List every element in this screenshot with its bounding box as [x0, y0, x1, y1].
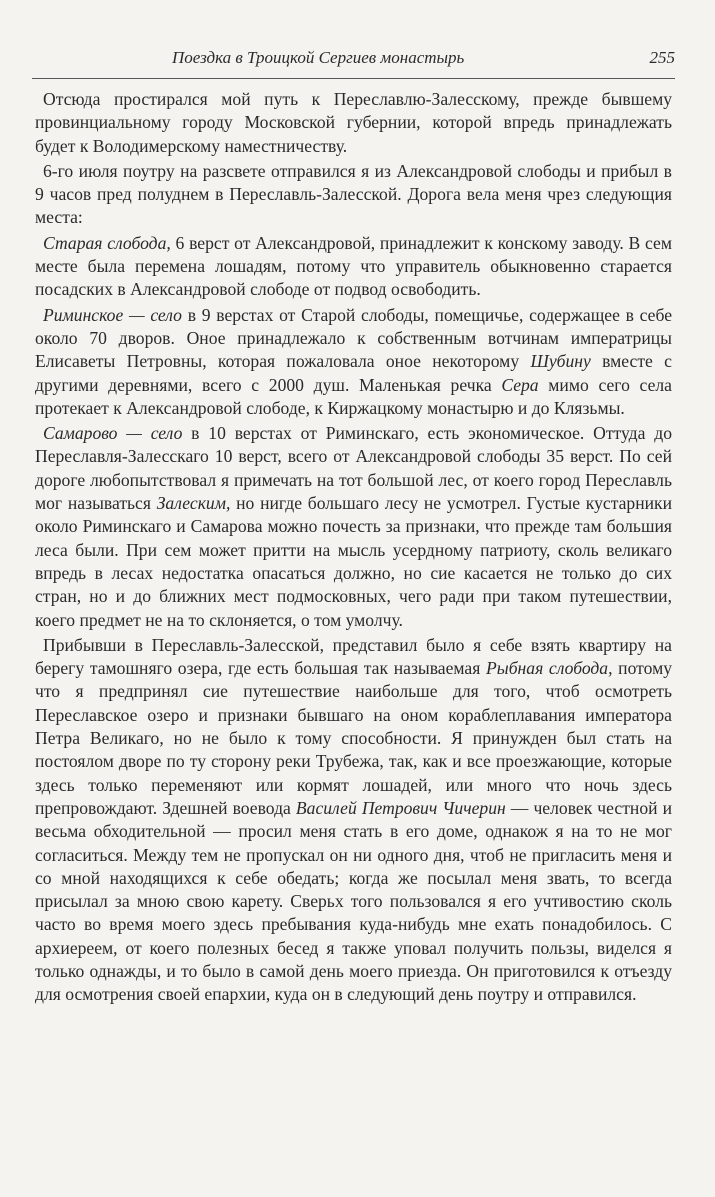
person-name: Шубину: [530, 351, 591, 372]
text-run: но нигде большаго лесу не усмотрел. Густые кустарники около Риминскаго и Самарова можно почесть за признаки, что прежде там большия леса были. При сем может притти на мысль усердному патриоту, сколь великаго впредь в лесах недостатка опасаться должно, но сие касается не только до сих стран, но и до ближних мест подмосковных, чего ради при таком путешествии, коего предмет не на то склоняется, о том умолчу.: [35, 493, 672, 630]
text-run: в 10 верстах от Риминскаго, есть экономическое. Оттуда до Переславля-Залесскаго 10 верст, всего от Александровой слободы 35 верст. По сей дороге любопытствовал я примечать на тот большой лес, от коего город Переславль мог называться: [35, 423, 672, 514]
place-name: Риминское — село: [43, 304, 182, 325]
place-name: Рыбная слобода,: [486, 658, 613, 679]
text-run: Отсюда простирался мой путь к Переславлю-Залесскому, прежде бывшему провинциальному городу Московской губернии, которой впредь принадлежать будет к Володимерскому наместничеству.: [35, 89, 672, 156]
emphasis: Залеским,: [156, 493, 231, 514]
text-run: вместе с другими деревнями, всего с 2000 душ. Маленькая речка: [35, 351, 672, 395]
text-run: 6 верст от Александровой, принадлежит к конскому заводу. В сем месте была перемена лошадям, потому что управитель обыкновенно старается посадских в Александровой слободе от подвод освободить.: [35, 232, 672, 300]
body-text: [35, 88, 672, 1007]
text-run: мимо сего села протекает к Александровой слободе, к Киржацкому монастырю и до Клязьмы.: [35, 374, 672, 418]
text-run: Прибывши в Переславль-Залесской, представил было я себе взять квартиру на берегу тамошняго озера, где есть большая так называемая: [35, 634, 672, 679]
paragraph: [35, 160, 672, 230]
place-name: Старая слобода,: [43, 232, 171, 253]
paragraph: [35, 634, 672, 1007]
person-name: Василей Петрович Чичерин: [295, 797, 506, 818]
paragraph: [35, 422, 672, 632]
paragraph: [35, 304, 672, 420]
paragraph: [35, 88, 672, 158]
place-name: Самарово — село: [43, 423, 183, 444]
text-run: в 9 верстах от Старой слободы, помещичье, содержащее в себе около 70 дворов. Оное принадлежало к собственным вотчинам императрицы Елисаветы Петровны, которая пожаловала оное некоторому: [35, 304, 672, 372]
page-number: 255: [649, 48, 675, 67]
running-header: [32, 44, 675, 79]
river-name: Сера: [501, 374, 539, 395]
text-run: потому что я предпринял сие путешествие наибольше для того, чтоб осмотреть Переславское озеро и признаки бывшаго на оном кораблеплавания императора Петра Великаго, но не было к тому способности. Я принужден был стать на постоялом дворе по ту сторону реки Трубежа, так, как и все проезжающие, которые здесь только переменяют или кормят лошадей, или много что ночь здесь препровождают. Здешней воевода: [35, 658, 673, 818]
running-title: Поездка в Троицкой Сергиев монастырь: [172, 48, 465, 67]
paragraph: [35, 232, 672, 302]
text-run: — человек честной и весьма обходительной — просил меня стать в его доме, однакож я на то не мог согласиться. Между тем не пропускал он ни одного дня, чтоб не пригласить меня и со мной находящихся к себе обедать; когда же посылал меня звать, то всегда присылал за мною свою карету. Сверьх того пользовался я его учтивостию сколь часто во время моего здесь пребывания куда-нибудь мне ехать понадобилось. С архиереем, от коего полезных бесед я также уповал получить пользы, виделся я только однажды, и то было в самой день моего приезда. Он приготовился к отъезду для осмотрения своей епархии, куда он в следующий день поутру и отправился.: [35, 797, 673, 1005]
text-run: 6-го июля поутру на разсвете отправился я из Александровой слободы и прибыл в 9 часов пред полуднем в Переславль-Залесской. Дорога вела меня чрез следующия места:: [35, 160, 672, 228]
